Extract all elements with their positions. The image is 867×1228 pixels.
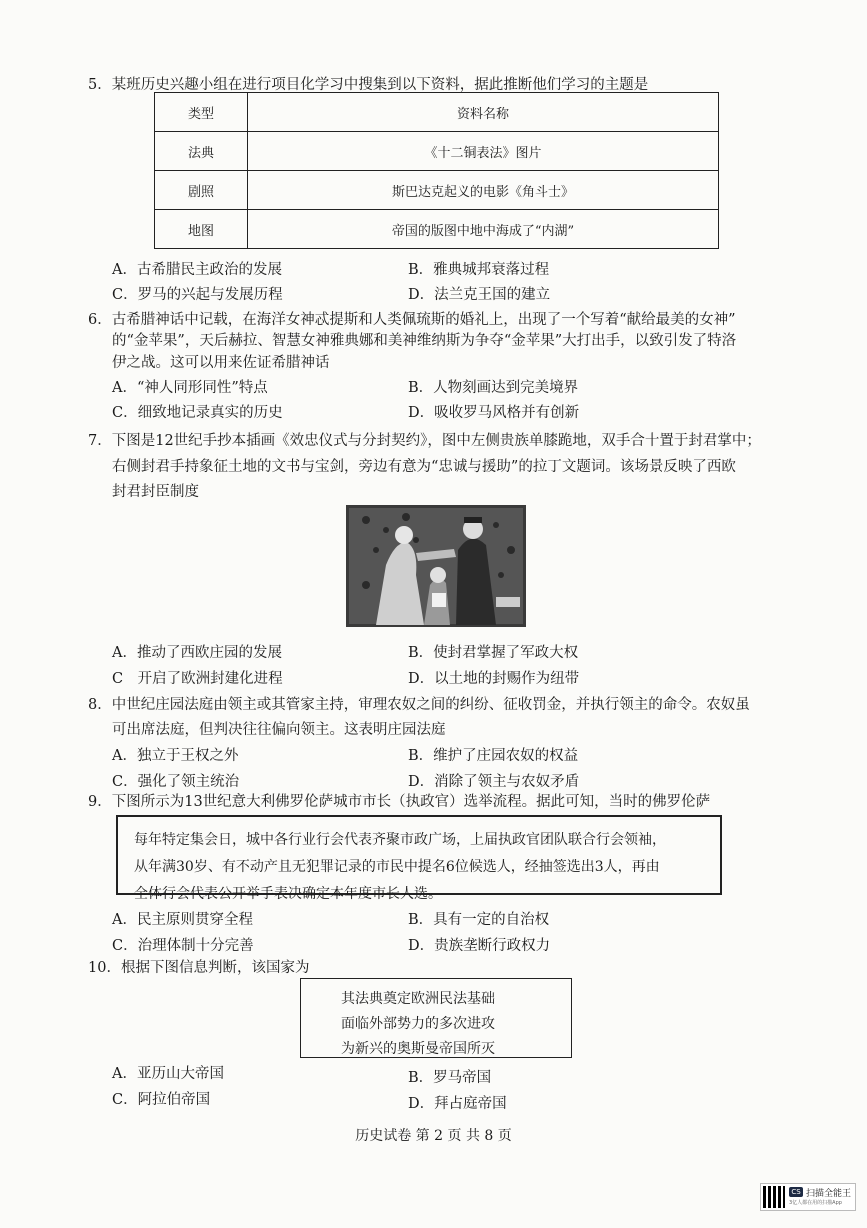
table-row <box>155 210 719 249</box>
q6-stem-line2: 的“金苹果”，天后赫拉、智慧女神雅典娜和美神维纳斯为争夺“金苹果”大打出手，以致引发了特洛 <box>112 333 737 349</box>
q9-option-d: D．贵族垄断行政权力 <box>408 938 551 954</box>
q9-option-b: B．具有一定的自治权 <box>408 912 550 928</box>
q10-option-c: C．阿拉伯帝国 <box>112 1092 211 1108</box>
q5-stem: 5．某班历史兴趣小组在进行项目化学习中搜集到以下资料，据此推断他们学习的主题是 <box>88 77 649 93</box>
scanner-watermark <box>760 1183 856 1211</box>
q8-option-d: D．消除了领主与农奴矛盾 <box>408 774 580 790</box>
q6-option-a: A．“神人同形同性”特点 <box>112 380 268 396</box>
q8-option-a: A．独立于王权之外 <box>112 748 239 764</box>
q10-option-a: A．亚历山大帝国 <box>112 1066 224 1082</box>
q5-option-d: D．法兰克王国的建立 <box>408 287 551 303</box>
page-footer: 历史试卷 第 2 页 共 8 页 <box>355 1128 512 1144</box>
table-cell: 斯巴达克起义的电影《角斗士》 <box>248 171 719 210</box>
q10-info-box <box>300 978 572 1058</box>
q6-option-c: C．细致地记录真实的历史 <box>112 405 283 421</box>
table-row <box>155 171 719 210</box>
q7-option-b: B．使封君掌握了军政大权 <box>408 645 579 661</box>
box-line: 面临外部势力的多次进攻 <box>341 1016 495 1032</box>
q10-option-d: D．拜占庭帝国 <box>408 1096 507 1112</box>
box-line: 全体行会代表公开举手表决确定本年度市长人选。 <box>134 886 442 902</box>
table-cell: 《十二铜表法》图片 <box>248 132 719 171</box>
q7-stem-line1: 7．下图是12世纪手抄本插画《效忠仪式与分封契约》，图中左侧贵族单膝跪地，双手合十置于封君掌中； <box>88 433 761 449</box>
q7-option-c: C 开启了欧洲封建化进程 <box>112 671 283 687</box>
box-line: 从年满30岁、有不动产且无犯罪记录的市民中提名6位候选人，经抽签选出3人，再由 <box>134 859 660 875</box>
q8-option-b: B．维护了庄园农奴的权益 <box>408 748 579 764</box>
watermark-title: 扫描全能王 <box>806 1189 852 1199</box>
table-cell: 法典 <box>155 132 248 171</box>
table-cell: 地图 <box>155 210 248 249</box>
box-line: 其法典奠定欧洲民法基础 <box>341 991 495 1007</box>
box-line: 每年特定集会日，城中各行业行会代表齐聚市政广场，上届执政官团队联合行会领袖， <box>134 832 666 848</box>
q5-option-c: C．罗马的兴起与发展历程 <box>112 287 283 303</box>
q7-stem-line3: 封君封臣制度 <box>112 484 199 500</box>
qr-code-icon <box>763 1186 785 1208</box>
q5-option-b: B．雅典城邦衰落过程 <box>408 262 550 278</box>
q10-stem: 10．根据下图信息判断，该国家为 <box>88 960 310 976</box>
q5-resource-table <box>154 92 719 249</box>
box-line: 为新兴的奥斯曼帝国所灭 <box>341 1041 495 1057</box>
camscanner-logo-icon: CS <box>789 1187 803 1197</box>
q5-option-a: A．古希腊民主政治的发展 <box>112 262 282 278</box>
q9-stem: 9．下图所示为13世纪意大利佛罗伦萨城市市长（执政官）选举流程。据此可知，当时的佛罗伦萨 <box>88 794 711 810</box>
q6-stem-line1: 6．古希腊神话中记载，在海洋女神忒提斯和人类佩琉斯的婚礼上，出现了一个写着“献给最美的女神” <box>88 312 736 328</box>
table-row <box>155 132 719 171</box>
q7-option-a: A．推动了西欧庄园的发展 <box>112 645 282 661</box>
table-cell: 剧照 <box>155 171 248 210</box>
table-cell: 帝国的版图中地中海成了“内湖” <box>248 210 719 249</box>
table-header-row <box>155 93 719 132</box>
table-header-cell: 资料名称 <box>248 93 719 132</box>
q8-stem-line2: 可出席法庭，但判决往往偏向领主。这表明庄园法庭 <box>112 722 446 738</box>
q7-option-d: D．以土地的封赐作为纽带 <box>408 671 580 687</box>
q10-option-b: B．罗马帝国 <box>408 1070 492 1086</box>
q6-option-d: D．吸收罗马风格并有创新 <box>408 405 580 421</box>
q7-stem-line2: 右侧封君手持象征土地的文书与宝剑，旁边有意为“忠诚与援助”的拉丁文题词。该场景反映了西欧 <box>112 459 736 475</box>
q6-stem-line3: 伊之战。这可以用来佐证希腊神话 <box>112 355 330 371</box>
q9-option-c: C．治理体制十分完善 <box>112 938 254 954</box>
q8-option-c: C．强化了领主统治 <box>112 774 240 790</box>
q6-option-b: B．人物刻画达到完美境界 <box>408 380 579 396</box>
table-header-cell: 类型 <box>155 93 248 132</box>
q8-stem-line1: 8．中世纪庄园法庭由领主或其管家主持，审理农奴之间的纠纷、征收罚金，并执行领主的命令。农奴虽 <box>88 697 750 713</box>
homage-illustration-image <box>346 505 526 627</box>
q9-option-a: A．民主原则贯穿全程 <box>112 912 253 928</box>
q9-election-process-box <box>116 815 722 902</box>
watermark-subtitle: 3亿人都在用的扫描App <box>789 1200 842 1206</box>
